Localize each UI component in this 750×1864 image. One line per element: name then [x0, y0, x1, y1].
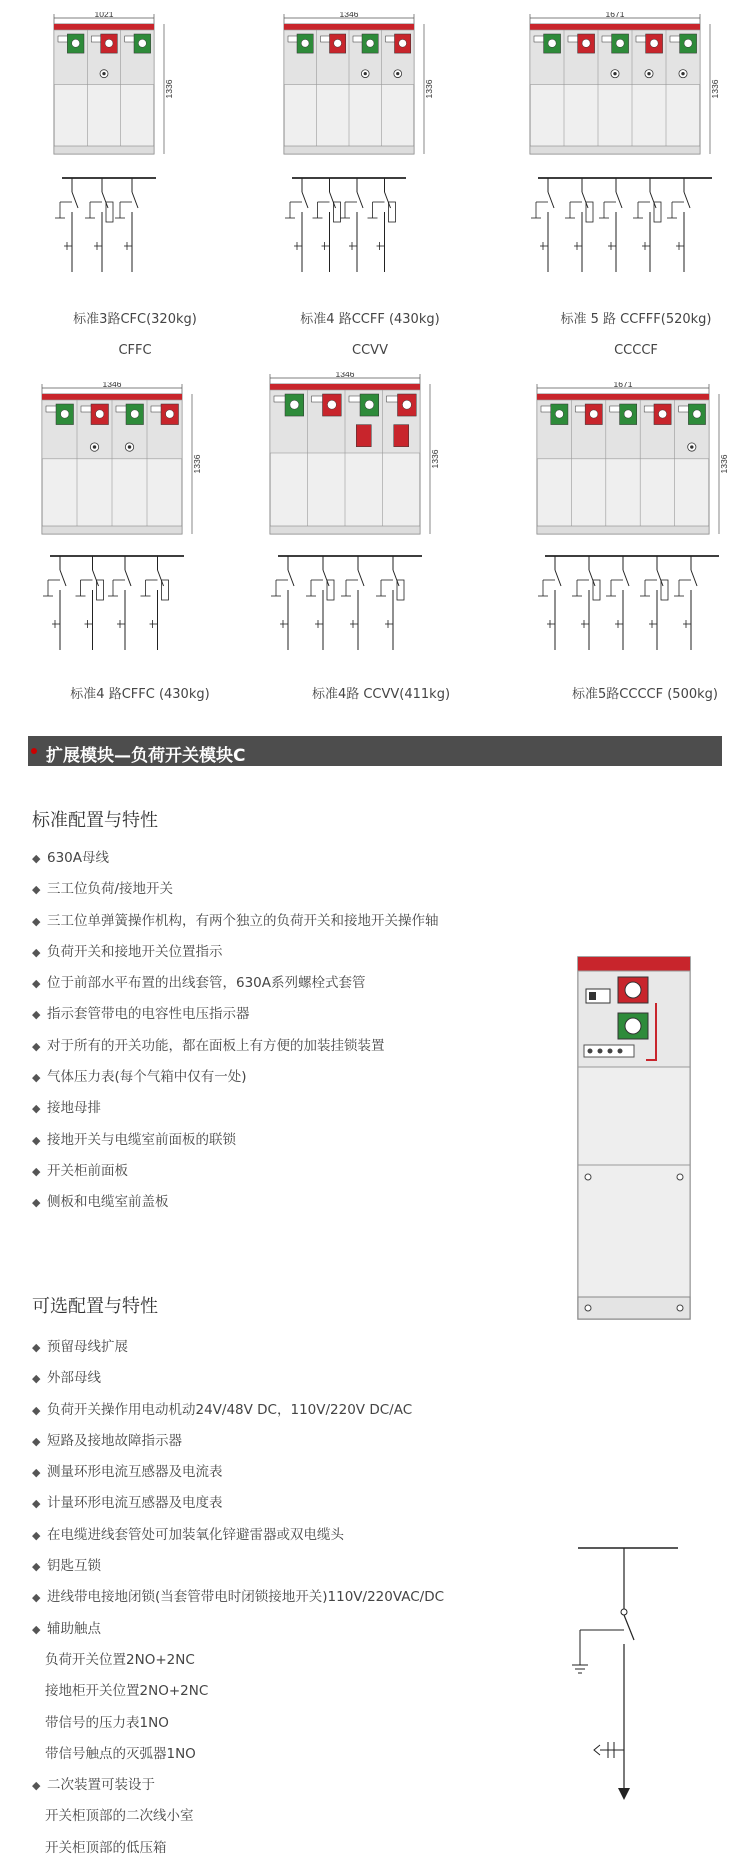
schematic-cffc: [40, 550, 190, 660]
diamond-bullet-icon: ◆: [32, 852, 41, 865]
svg-text:1336: 1336: [424, 79, 434, 99]
standard-item-text: 指示套管带电的电容性电压指示器: [47, 1006, 250, 1023]
standard-item-text: 三工位负荷/接地开关: [47, 881, 174, 898]
cabinet-cfc: [52, 12, 174, 158]
optional-sub-item: [32, 1676, 444, 1707]
banner-title: 扩展模块—负荷开关模块C: [46, 746, 246, 766]
optional-item-text: 外部母线: [47, 1370, 101, 1387]
standard-item-text: 负荷开关和接地开关位置指示: [47, 943, 223, 960]
schematic-ccfff: [528, 172, 718, 282]
optional-item-text: 预留母线扩展: [47, 1339, 128, 1355]
diamond-bullet-icon: ◆: [32, 1039, 41, 1053]
cabinet-ccff: [282, 12, 434, 158]
standard-item-text: 侧板和电缆室前盖板: [47, 1194, 169, 1211]
caption-cfc: 标准3路CFC(320kg): [73, 312, 197, 327]
optional-item-text: 钥匙互锁: [47, 1558, 101, 1575]
svg-text:1671: 1671: [613, 382, 633, 389]
optional-sub-item-text: 开关柜顶部的二次线小室: [45, 1808, 194, 1825]
optional-item-text: 辅助触点: [47, 1620, 101, 1637]
standard-item: [32, 937, 439, 968]
caption-ccff: 标准4 路CCFF (430kg): [300, 312, 440, 327]
svg-text:1346: 1346: [339, 12, 359, 19]
schematic-ccff: [282, 172, 412, 282]
diamond-bullet-icon: ◆: [32, 1528, 41, 1542]
caption-cffc: 标准4 路CFFC (430kg): [70, 687, 210, 702]
optional-item: [32, 1551, 444, 1582]
caption-ccvv: 标准4路 CCVV(411kg): [311, 687, 451, 702]
svg-text:1336: 1336: [719, 454, 729, 474]
diamond-bullet-icon: ◆: [32, 1403, 41, 1417]
code-cffc: CFFC: [118, 343, 152, 358]
standard-list: [32, 843, 439, 1219]
optional-sub-item: [32, 1833, 444, 1864]
schematic-ccccf: [535, 550, 725, 660]
standard-item-text: 三工位单弹簧操作机构，有两个独立的负荷开关和接地开关操作轴: [47, 912, 439, 929]
svg-text:1336: 1336: [192, 454, 202, 474]
cabinet-cffc: [40, 382, 202, 538]
standard-item-text: 气体压力表(每个气箱中仅有一处): [47, 1069, 247, 1086]
diamond-bullet-icon: ◆: [32, 1102, 41, 1116]
optional-item: [32, 1457, 444, 1488]
optional-item: [32, 1395, 444, 1426]
module-c-schematic: [560, 1540, 680, 1820]
standard-item-text: 位于前部水平布置的出线套管，630A系列螺栓式套管: [47, 975, 366, 992]
standard-item: [32, 1093, 439, 1124]
standard-item: [32, 999, 439, 1030]
standard-item-text: 接地母排: [47, 1100, 101, 1117]
optional-item-text: 短路及接地故障指示器: [47, 1432, 182, 1449]
optional-item-text: 在电缆进线套管处可加装氧化锌避雷器或双电缆头: [47, 1526, 344, 1543]
standard-item: [32, 1031, 439, 1062]
optional-sub-item: [32, 1801, 444, 1832]
cabinet-ccfff: [528, 12, 720, 158]
standard-item-text: 开关柜前面板: [47, 1162, 128, 1179]
standard-item: [32, 1062, 439, 1093]
caption-ccccf: 标准5路CCCCF (500kg): [572, 687, 718, 702]
optional-sub-item: [32, 1645, 444, 1676]
optional-item-text: 计量环形电流互感器及电度表: [47, 1495, 223, 1512]
diamond-bullet-icon: ◆: [32, 1008, 41, 1022]
optional-item-text: 二次装置可装设于: [47, 1777, 155, 1794]
diamond-bullet-icon: ◆: [32, 1779, 41, 1793]
code-ccvv: CCVV: [352, 343, 388, 358]
code-ccccf: CCCCF: [614, 343, 658, 358]
optional-title: 可选配置与特性: [32, 1296, 158, 1317]
schematic-ccvv: [268, 550, 428, 660]
diamond-bullet-icon: ◆: [32, 977, 41, 991]
diamond-bullet-icon: ◆: [32, 1071, 41, 1085]
standard-item-text: 对于所有的开关功能，都在面板上有方便的加装挂锁装置: [47, 1037, 385, 1054]
optional-sub-item-text: 负荷开关位置2NO+2NC: [45, 1651, 195, 1668]
optional-item: [32, 1488, 444, 1519]
optional-item: [32, 1332, 444, 1363]
optional-item: [32, 1582, 444, 1613]
optional-sub-item: [32, 1739, 444, 1770]
standard-item: [32, 1156, 439, 1187]
schematic-cfc: [52, 172, 162, 282]
standard-item: [32, 906, 439, 937]
caption-ccfff: 标准 5 路 CCFFF(520kg): [560, 312, 712, 327]
optional-sub-item-text: 带信号触点的灭弧器1NO: [45, 1745, 196, 1762]
diamond-bullet-icon: ◆: [32, 945, 41, 959]
optional-item-text: 进线带电接地闭锁(当套管带电时闭锁接地开关)110V/220VAC/DC: [47, 1589, 445, 1606]
diamond-bullet-icon: ◆: [32, 1591, 41, 1605]
svg-text:1336: 1336: [710, 79, 720, 99]
standard-item: [32, 1125, 439, 1156]
diamond-bullet-icon: ◆: [32, 1341, 41, 1354]
diamond-bullet-icon: ◆: [32, 1560, 41, 1574]
diamond-bullet-icon: ◆: [32, 1497, 41, 1511]
module-c-cabinet: [576, 955, 694, 1323]
cabinet-ccvv: [268, 372, 440, 538]
standard-item-text: 630A母线: [47, 850, 110, 866]
diamond-bullet-icon: ◆: [32, 1622, 41, 1636]
svg-text:1346: 1346: [335, 372, 355, 379]
optional-sub-item-text: 带信号的压力表1NO: [45, 1714, 169, 1731]
svg-text:1671: 1671: [605, 12, 625, 19]
svg-text:1336: 1336: [430, 449, 440, 469]
standard-title: 标准配置与特性: [32, 810, 158, 831]
cabinet-ccccf: [535, 382, 729, 538]
optional-item: [32, 1614, 444, 1645]
optional-sub-item-text: 接地柜开关位置2NO+2NC: [45, 1683, 209, 1700]
standard-item: [32, 968, 439, 999]
optional-item: [32, 1426, 444, 1457]
diamond-bullet-icon: ◆: [32, 1466, 41, 1480]
bullet-dot-icon: [31, 748, 37, 754]
section-banner: [28, 736, 722, 766]
optional-item: [32, 1770, 444, 1801]
diamond-bullet-icon: ◆: [32, 1164, 41, 1178]
optional-item: [32, 1520, 444, 1551]
diamond-bullet-icon: ◆: [32, 1434, 41, 1448]
diamond-bullet-icon: ◆: [32, 1196, 41, 1210]
svg-text:1021: 1021: [94, 12, 114, 19]
svg-text:1346: 1346: [102, 382, 122, 389]
standard-item: [32, 843, 439, 874]
optional-sub-item-text: 开关柜顶部的低压箱: [45, 1839, 167, 1856]
standard-item: [32, 1187, 439, 1218]
optional-item-text: 测量环形电流互感器及电流表: [47, 1464, 223, 1481]
diamond-bullet-icon: ◆: [32, 914, 41, 928]
diamond-bullet-icon: ◆: [32, 1372, 41, 1386]
optional-sub-item: [32, 1708, 444, 1739]
standard-item: [32, 874, 439, 905]
svg-text:1336: 1336: [164, 79, 174, 99]
diamond-bullet-icon: ◆: [32, 1133, 41, 1147]
optional-list: [32, 1332, 444, 1864]
diamond-bullet-icon: ◆: [32, 883, 41, 897]
standard-item-text: 接地开关与电缆室前面板的联锁: [47, 1131, 236, 1148]
optional-item-text: 负荷开关操作用电动机动24V/48V DC，110V/220V DC/AC: [47, 1401, 413, 1418]
optional-item: [32, 1363, 444, 1394]
